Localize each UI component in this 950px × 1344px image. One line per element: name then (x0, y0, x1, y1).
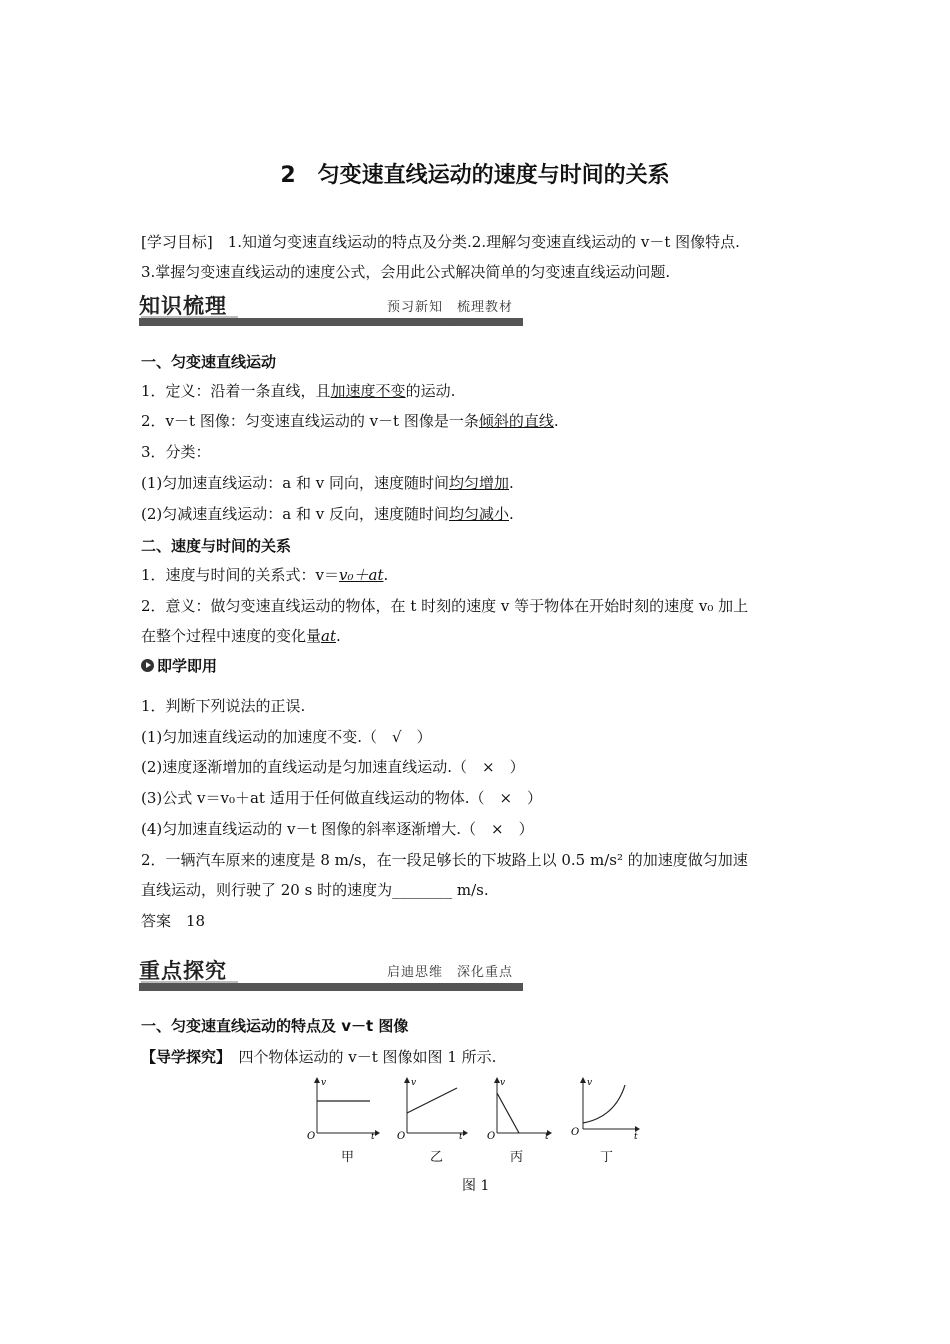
banner-divider (139, 983, 523, 991)
axis-v-label: v (411, 1078, 417, 1088)
origin-label: O (487, 1131, 496, 1139)
origin-label: O (397, 1131, 406, 1139)
axis-t-label: t (371, 1132, 375, 1139)
meaning-end: . (336, 627, 341, 645)
graph-jia (305, 1077, 380, 1139)
question-2-line-2: 直线运动，则行驶了 20 s 时的速度为________ m/s. (141, 881, 489, 899)
banner-focus (139, 955, 523, 989)
axis-t-label: t (634, 1132, 638, 1139)
accelerate-end: . (509, 474, 514, 492)
formula-underlined: v₀＋at (339, 566, 384, 584)
decelerate-underlined: 均匀减小 (448, 505, 509, 523)
origin-label: O (307, 1131, 316, 1139)
graph-label-ding: 丁 (600, 1150, 614, 1165)
graph-end: . (553, 412, 559, 430)
graph-label-jia: 甲 (341, 1150, 355, 1165)
classify-line: 3．分类： (141, 443, 211, 461)
objectives-line-1: [学习目标] 1.知道匀变速直线运动的特点及分类.2.理解匀变速直线运动的 v－t 图像特点. (141, 233, 740, 251)
objectives-line-2: 3.掌握匀变速直线运动的速度公式，会用此公式解决简单的匀变速直线运动问题. (141, 263, 671, 281)
graph-label-yi: 乙 (430, 1150, 444, 1165)
decelerate-end: . (509, 505, 514, 523)
figure-caption: 图 1 (462, 1178, 490, 1194)
banner-title: 重点探究 (139, 959, 227, 983)
question-2-line-1: 2．一辆汽车原来的速度是 8 m/s，在一段足够长的下坡路上以 0.5 m/s² 的加速度做匀加速 (141, 851, 748, 869)
explore-tag: 【导学探究】 (141, 1048, 224, 1066)
formula-text: 1．速度与时间的关系式：v＝ (141, 566, 340, 584)
graph-ding (567, 1077, 642, 1139)
statement-2: (2)速度逐渐增加的直线运动是匀加速直线运动.（ × ） (141, 758, 525, 776)
section-heading-2: 二、速度与时间的关系 (141, 537, 292, 555)
banner-divider (139, 318, 523, 326)
meaning-line-2 (141, 626, 341, 646)
graph-line (141, 411, 559, 431)
practice-heading (141, 656, 217, 676)
section-heading-3: 一、匀变速直线运动的特点及 v－t 图像 (141, 1017, 409, 1035)
formula-end: . (383, 566, 389, 584)
practice-heading-label: 即学即用 (157, 657, 218, 675)
graph-yi (395, 1077, 470, 1139)
meaning-text: 在整个过程中速度的变化量 (141, 627, 322, 645)
page-title: 2 匀变速直线运动的速度与时间的关系 (280, 163, 670, 188)
answer: 答案 18 (141, 912, 206, 930)
decelerate-line (141, 504, 514, 524)
banner-knowledge (139, 290, 523, 324)
explore-text: 四个物体运动的 v－t 图像如图 1 所示. (223, 1048, 497, 1066)
play-circle-icon (141, 659, 154, 672)
banner-subtitle: 启迪思维 深化重点 (387, 965, 514, 980)
explore-intro (141, 1047, 496, 1067)
accelerate-text: (1)匀加速直线运动：a 和 v 同向，速度随时间 (141, 474, 449, 492)
origin-label: O (571, 1127, 580, 1138)
definition-end: 的运动. (405, 382, 456, 400)
statement-1: (1)匀加速直线运动的加速度不变.（ √ ） (141, 728, 432, 746)
definition-underlined: 加速度不变 (330, 382, 406, 400)
axis-t-label: t (545, 1132, 549, 1139)
axis-v-label: v (587, 1078, 593, 1088)
banner-subtitle: 预习新知 梳理教材 (387, 300, 514, 315)
question-1: 1．判断下列说法的正误. (141, 697, 306, 715)
formula-line (141, 565, 388, 585)
meaning-line-1: 2．意义：做匀变速直线运动的物体，在 t 时刻的速度 v 等于物体在开始时刻的速度 v₀ 加上 (141, 597, 749, 615)
graph-bing (485, 1077, 560, 1139)
definition-text: 1．定义：沿着一条直线，且 (141, 382, 331, 400)
accelerate-underlined: 均匀增加 (448, 474, 509, 492)
accelerate-line (141, 473, 514, 493)
statement-3: (3)公式 v＝v₀＋at 适用于任何做直线运动的物体.（ × ） (141, 789, 543, 807)
decelerate-text: (2)匀减速直线运动：a 和 v 反向，速度随时间 (141, 505, 449, 523)
graph-underlined: 倾斜的直线 (478, 412, 554, 430)
axis-t-label: t (459, 1132, 463, 1139)
graph-label-bing: 丙 (510, 1150, 524, 1165)
axis-v-label: v (500, 1078, 506, 1088)
graph-text: 2．v－t 图像：匀变速直线运动的 v－t 图像是一条 (141, 412, 479, 430)
definition-line (141, 381, 455, 401)
banner-title: 知识梳理 (139, 294, 227, 318)
section-heading-1: 一、匀变速直线运动 (141, 353, 277, 371)
meaning-underlined: at (321, 627, 336, 645)
statement-4: (4)匀加速直线运动的 v－t 图像的斜率逐渐增大.（ × ） (141, 820, 534, 838)
axis-v-label: v (321, 1078, 327, 1088)
